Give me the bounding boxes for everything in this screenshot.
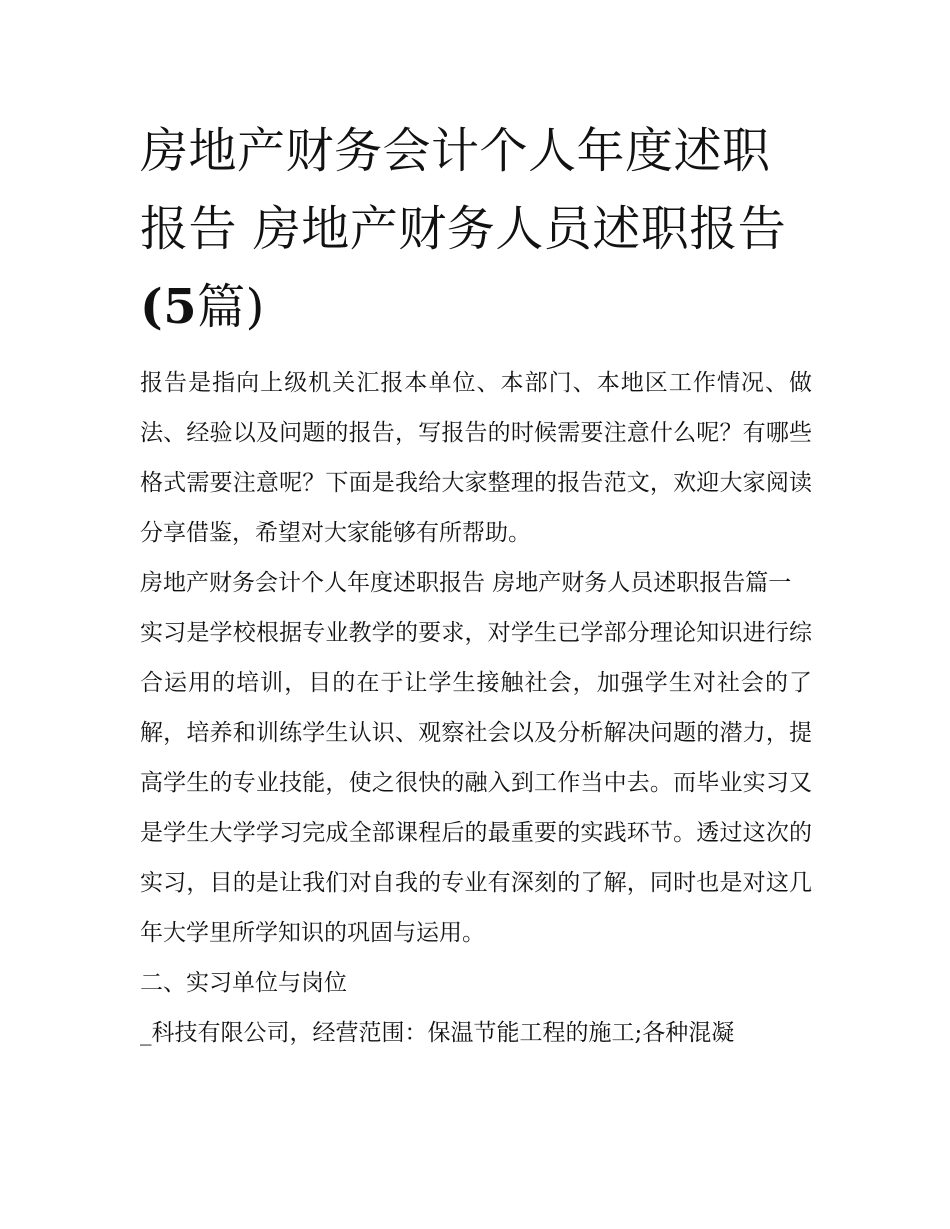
title-line-3-text: 篇) xyxy=(197,279,265,335)
title-line-3-number: (5 xyxy=(140,279,198,335)
document-title xyxy=(140,112,812,346)
section-heading-2: 二、实习单位与岗位 xyxy=(140,970,347,996)
section-heading-1: 房地产财务会计个人年度述职报告 房地产财务人员述职报告篇一 xyxy=(140,570,792,596)
intro-paragraph: 报告是指向上级机关汇报本单位、本部门、本地区工作情况、做法、经验以及问题的报告，写报告的时候需要注意什么呢？有哪些格式需要注意呢？下面是我给大家整理的报告范文，欢迎大家阅读分享借鉴，希望对大家能够有所帮助。 xyxy=(140,370,812,546)
title-line-2: 报告 房地产财务人员述职报告 xyxy=(140,201,787,257)
internship-paragraph: 实习是学校根据专业教学的要求，对学生已学部分理论知识进行综合运用的培训，目的在于让学生接触社会，加强学生对社会的了解，培养和训练学生认识、观察社会以及分析解决问题的潜力，提高学生的专业技能，使之很快的融入到工作当中去。而毕业实习又是学生大学学习完成全部课程后的最重要的实践环节。透过这次的实习，目的是让我们对自我的专业有深刻的了解，同时也是对这几年大学里所学知识的巩固与运用。 xyxy=(140,620,812,946)
company-paragraph: _科技有限公司，经营范围：保温节能工程的施工;各种混凝 xyxy=(140,1020,735,1046)
document-page xyxy=(140,112,812,1058)
title-line-1: 房地产财务会计个人年度述职 xyxy=(140,123,771,179)
document-body xyxy=(140,358,812,1058)
